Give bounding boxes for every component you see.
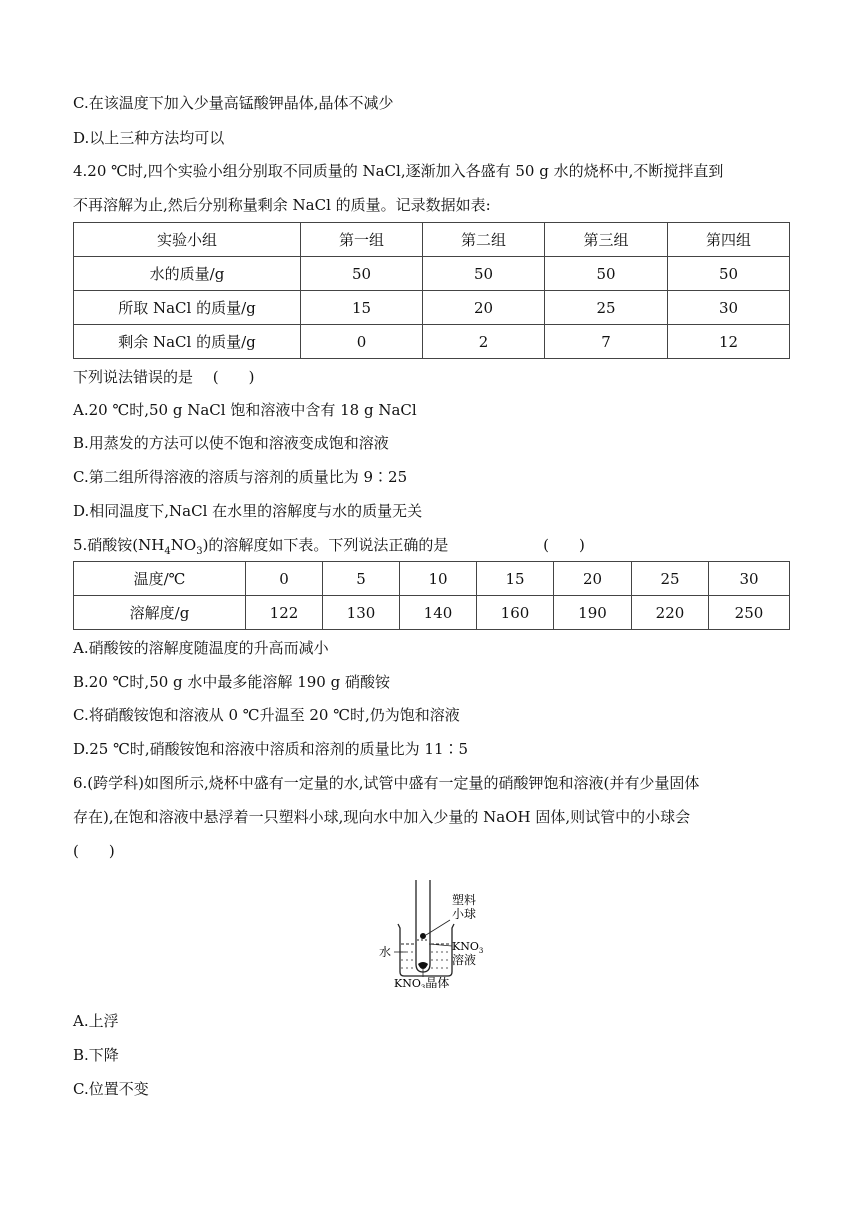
q3-option-d: D.以上三种方法均可以: [73, 129, 225, 147]
q6-option-a: A.上浮: [73, 1012, 119, 1030]
beaker-svg: [374, 876, 494, 988]
table-cell: 7: [545, 325, 668, 359]
table-cell: 所取 NaCl 的质量/g: [74, 291, 301, 325]
q4-option-a: A.20 ℃时,50 g NaCl 饱和溶液中含有 18 g NaCl: [73, 401, 417, 419]
q5-stem-suffix: )的溶解度如下表。下列说法正确的是 ( ): [202, 536, 585, 554]
table-cell: 20: [423, 291, 545, 325]
table-cell: 溶解度/g: [74, 596, 246, 630]
table-row: [74, 562, 790, 596]
table-cell: 30: [709, 562, 790, 596]
table-cell: 水的质量/g: [74, 257, 301, 291]
q4-stem-line2: 不再溶解为止,然后分别称量剩余 NaCl 的质量。记录数据如表:: [73, 196, 491, 214]
table-row: [74, 291, 790, 325]
q6-stem-line1: 6.(跨学科)如图所示,烧杯中盛有一定量的水,试管中盛有一定量的硝酸钾饱和溶液(并有少量固体: [73, 774, 700, 792]
q3-option-c: C.在该温度下加入少量高锰酸钾晶体,晶体不减少: [73, 94, 394, 112]
label-solution-kno: KNO: [452, 940, 479, 953]
table-cell: 温度/℃: [74, 562, 246, 596]
table-cell: 140: [400, 596, 477, 630]
table-cell: 20: [554, 562, 632, 596]
table-cell: 25: [632, 562, 709, 596]
table-cell: 30: [668, 291, 790, 325]
label-crystal-kno: KNO: [394, 977, 421, 988]
table-cell: 第三组: [545, 223, 668, 257]
q6-option-b: B.下降: [73, 1046, 119, 1064]
table-cell: 130: [323, 596, 400, 630]
table-cell: 10: [400, 562, 477, 596]
table-cell: 15: [477, 562, 554, 596]
label-ball-1: 塑料: [452, 893, 477, 907]
q5-stem: [73, 534, 585, 563]
beaker-diagram: [374, 876, 494, 988]
table-cell: 15: [301, 291, 423, 325]
label-crystal-suffix: 晶体: [425, 976, 450, 988]
table-cell: 50: [423, 257, 545, 291]
q5-stem-prefix: 5.硝酸铵(NH: [73, 536, 165, 554]
table-cell: 剩余 NaCl 的质量/g: [74, 325, 301, 359]
table-cell: 50: [668, 257, 790, 291]
q5-option-d: D.25 ℃时,硝酸铵饱和溶液中溶质和溶剂的质量比为 11∶5: [73, 740, 469, 758]
q4-option-d: D.相同温度下,NaCl 在水里的溶解度与水的质量无关: [73, 502, 423, 520]
table-row: [74, 596, 790, 630]
q5-stem-mid: NO: [170, 536, 197, 554]
table-cell: 50: [545, 257, 668, 291]
q4-option-b: B.用蒸发的方法可以使不饱和溶液变成饱和溶液: [73, 434, 389, 452]
table-cell: 第一组: [301, 223, 423, 257]
subscript: 4: [164, 546, 171, 557]
subscript: 3: [420, 984, 426, 988]
q4-prompt: 下列说法错误的是 ( ): [73, 368, 255, 386]
table-row: [74, 325, 790, 359]
table-cell: 5: [323, 562, 400, 596]
subscript: 3: [196, 546, 203, 557]
table-cell: 160: [477, 596, 554, 630]
table-cell: 190: [554, 596, 632, 630]
label-solution-2: 溶液: [452, 953, 477, 967]
q6-stem-line2: 存在),在饱和溶液中悬浮着一只塑料小球,现向水中加入少量的 NaOH 固体,则试管中的小球会: [73, 808, 691, 826]
table-header-row: [74, 223, 790, 257]
test-tube: [416, 880, 430, 972]
table-cell: 2: [423, 325, 545, 359]
table-cell: 第二组: [423, 223, 545, 257]
table-cell: 12: [668, 325, 790, 359]
table-cell: 25: [545, 291, 668, 325]
table-cell: 0: [301, 325, 423, 359]
plastic-ball: [420, 933, 426, 939]
table-cell: 第四组: [668, 223, 790, 257]
table-row: [74, 257, 790, 291]
table-cell: 实验小组: [74, 223, 301, 257]
table-cell: 250: [709, 596, 790, 630]
subscript: 3: [478, 947, 484, 955]
q4-option-c: C.第二组所得溶液的溶质与溶剂的质量比为 9∶25: [73, 468, 408, 486]
q5-option-c: C.将硝酸铵饱和溶液从 0 ℃升温至 20 ℃时,仍为饱和溶液: [73, 706, 460, 724]
q5-option-a: A.硝酸铵的溶解度随温度的升高而减小: [73, 639, 329, 657]
label-ball-2: 小球: [452, 907, 477, 921]
q4-data-table: [73, 222, 790, 359]
label-crystal: [394, 975, 449, 988]
table-cell: 0: [246, 562, 323, 596]
table-cell: 122: [246, 596, 323, 630]
table-cell: 220: [632, 596, 709, 630]
q6-stem-line3: ( ): [73, 842, 115, 860]
q4-stem-line1: 4.20 ℃时,四个实验小组分别取不同质量的 NaCl,逐渐加入各盛有 50 g 水的烧杯中,不断搅拌直到: [73, 162, 724, 180]
table-cell: 50: [301, 257, 423, 291]
q5-option-b: B.20 ℃时,50 g 水中最多能溶解 190 g 硝酸铵: [73, 673, 390, 691]
q5-solubility-table: [73, 561, 790, 630]
label-water: 水: [379, 945, 392, 959]
q6-option-c: C.位置不变: [73, 1080, 149, 1098]
